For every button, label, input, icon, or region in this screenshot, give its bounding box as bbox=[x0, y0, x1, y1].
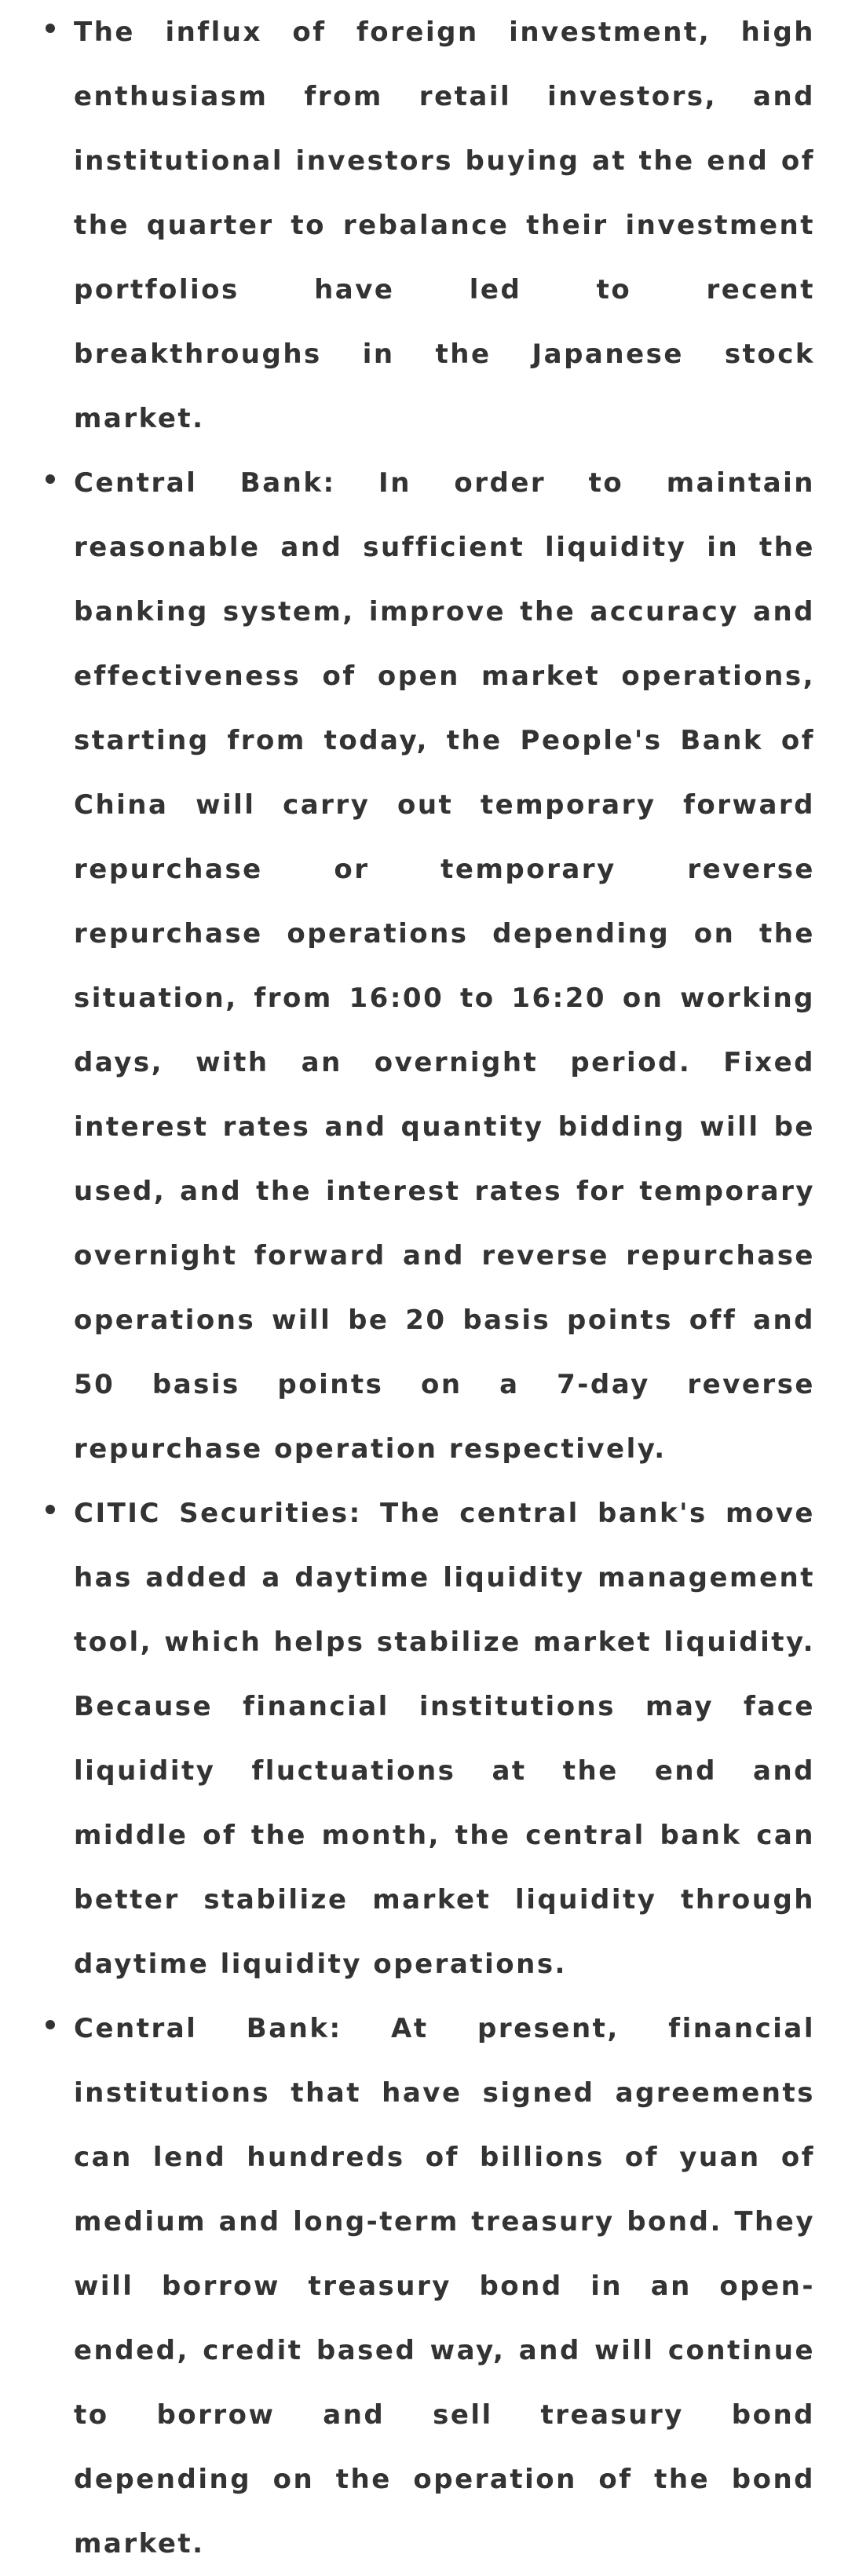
list-item bbox=[0, 0, 848, 451]
list-item bbox=[0, 451, 848, 1481]
list-item-text: Central Bank: At present, financial institutions that have signed agreements can lend hundreds of billions of yuan of medium and long-term treasury bond. They will borrow treasury bond in an open-ended, credit based way, and will continue to borrow and sell treasury bond depending on the operation of the bond market. bbox=[74, 2013, 815, 2560]
bullet-icon bbox=[46, 1505, 55, 1514]
list-item-text: CITIC Securities: The central bank's move has added a daytime liquidity management tool, which helps stabilize market liquidity. Because financial institutions may face liquidity fluctuations at the end and middle of the month, the central bank can better stabilize market liquidity through daytime liquidity operations. bbox=[74, 1498, 815, 1980]
list-item-text: The influx of foreign investment, high enthusiasm from retail investors, and institutional investors buying at the end of the quarter to rebalance their investment portfolios have led to recent breakthroughs in the Japanese stock market. bbox=[74, 16, 815, 434]
list-item-text: Central Bank: In order to maintain reasonable and sufficient liquidity in the banking system, improve the accuracy and effectiveness of open market operations, starting from today, the People's Bank of China will carry out temporary forward repurchase or temporary reverse repurchase operations depending on the situation, from 16:00 to 16:20 on working days, with an overnight period. Fixed interest rates and quantity bidding will be used, and the interest rates for temporary overnight forward and reverse repurchase operations will be 20 basis points off and 50 basis points on a 7-day reverse repurchase operation respectively. bbox=[74, 467, 815, 1465]
list-item bbox=[0, 1481, 848, 1996]
bullet-icon bbox=[46, 474, 55, 484]
bullet-icon bbox=[46, 24, 55, 33]
bullet-icon bbox=[46, 2020, 55, 2029]
list-item bbox=[0, 1996, 848, 2576]
